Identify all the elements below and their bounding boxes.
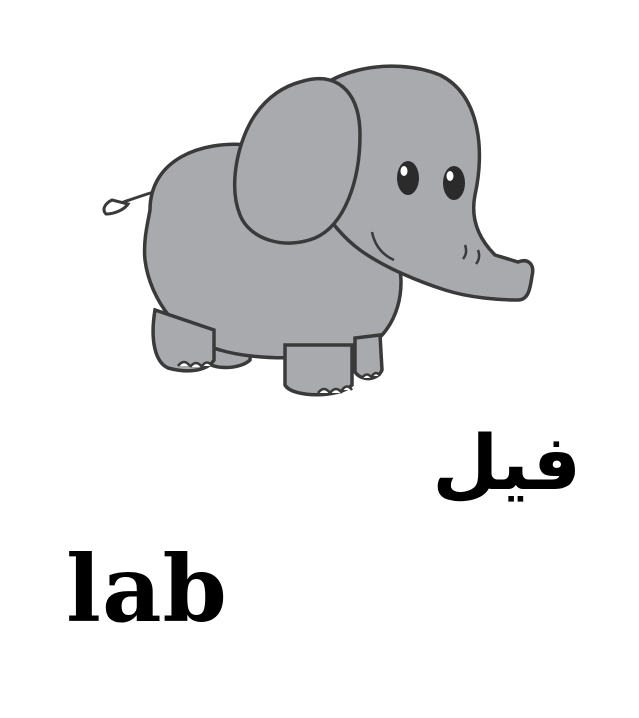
elephant-tail-tuft <box>104 200 128 214</box>
elephant-eye-left <box>397 161 419 195</box>
elephant-front-leg-right <box>285 345 352 395</box>
word-latin: lab <box>66 535 228 643</box>
word-arabic: فيل <box>432 418 581 507</box>
elephant-illustration <box>95 50 545 410</box>
elephant-eye-right <box>443 166 465 200</box>
elephant-rear-leg-right <box>355 335 382 379</box>
